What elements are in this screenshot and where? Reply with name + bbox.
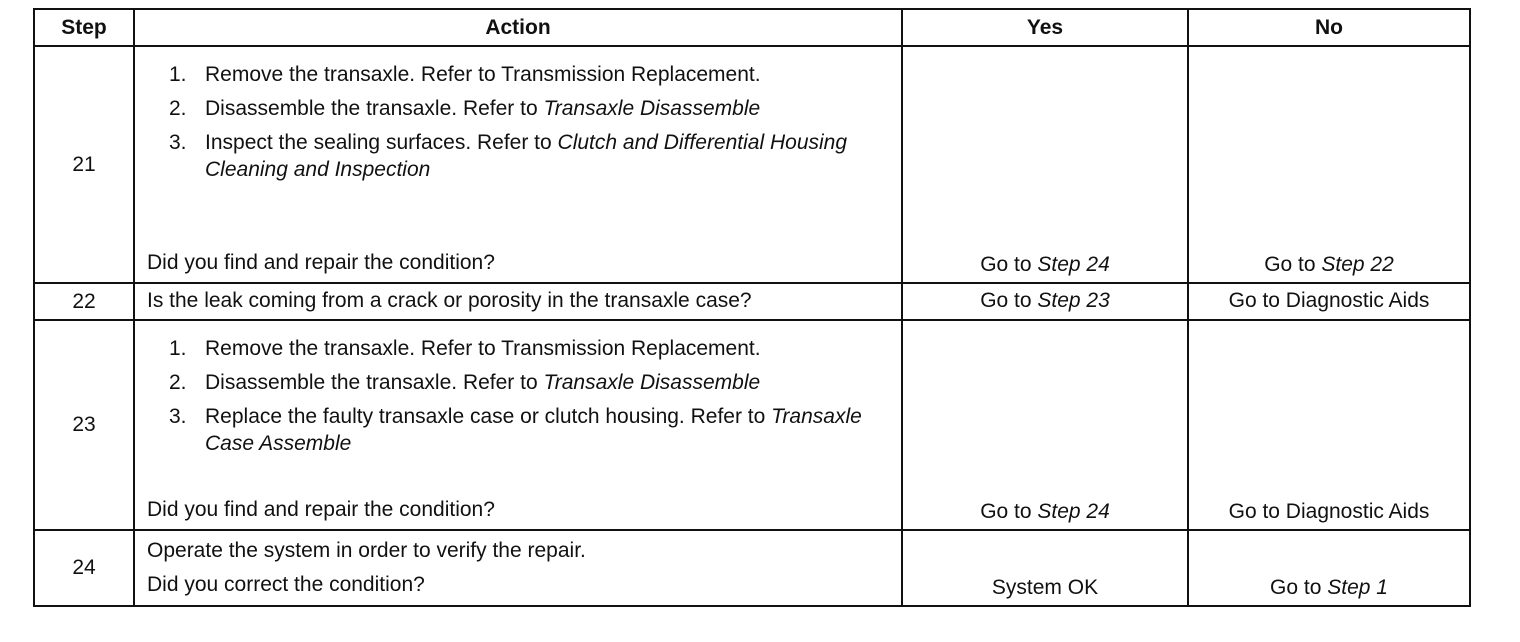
list-item (169, 129, 891, 183)
item-number: 3. (169, 405, 187, 428)
action-list (169, 335, 891, 464)
question-text: Is the leak coming from a crack or porosity in the transaxle case? (147, 289, 752, 312)
header-step: Step (34, 9, 134, 46)
question-text: Did you find and repair the condition? (147, 251, 495, 274)
step-number: 24 (34, 530, 134, 606)
header-row (34, 9, 1470, 46)
item-text: Remove the transaxle. Refer to Transmission Replacement. (205, 63, 761, 86)
action-cell (134, 46, 902, 283)
item-text: Replace the faulty transaxle case or clutch housing. Refer to (205, 405, 772, 428)
action-stack (147, 537, 586, 605)
question-text: Did you correct the condition? (147, 573, 425, 596)
item-text: Remove the transaxle. Refer to Transmission Replacement. (205, 337, 761, 360)
list-item (169, 403, 891, 457)
action-cell (134, 530, 902, 606)
item-text: Inspect the sealing surfaces. Refer to (205, 131, 558, 154)
item-reference: Clutch and Differential Housing Cleaning and Inspection (205, 131, 848, 181)
no-answer: Go to Step 22 (1264, 253, 1394, 276)
yes-cell (902, 46, 1188, 283)
table-row (34, 530, 1470, 606)
no-cell (1188, 46, 1470, 283)
item-text: Disassemble the transaxle. Refer to (205, 371, 544, 394)
item-reference: Transaxle Disassemble (543, 371, 761, 394)
table-row (34, 320, 1470, 530)
yes-answer: Go to Step 23 (980, 289, 1110, 312)
yes-cell (902, 283, 1188, 320)
item-reference: Transaxle Case Assemble (205, 405, 862, 455)
question-text: Did you find and repair the condition? (147, 498, 495, 521)
list-item (169, 369, 891, 396)
table-row (34, 283, 1470, 320)
yes-answer: System OK (991, 576, 1099, 599)
step-number: 22 (34, 283, 134, 320)
step-number: 23 (34, 320, 134, 530)
item-text: Disassemble the transaxle. Refer to (205, 97, 544, 120)
no-answer: Go to Diagnostic Aids (1228, 289, 1430, 312)
list-item (169, 61, 891, 88)
action-list (169, 61, 891, 190)
item-number: 2. (169, 371, 187, 394)
step-number: 21 (34, 46, 134, 283)
yes-cell (902, 530, 1188, 606)
instruction-text: Operate the system in order to verify the repair. (147, 539, 586, 562)
item-number: 1. (169, 63, 187, 86)
diagnostic-table (33, 8, 1471, 607)
table-row (34, 46, 1470, 283)
no-cell (1188, 283, 1470, 320)
no-answer: Go to Diagnostic Aids (1228, 500, 1430, 523)
list-item (169, 95, 891, 122)
yes-answer: Go to Step 24 (980, 253, 1110, 276)
header-yes: Yes (902, 9, 1188, 46)
yes-cell (902, 320, 1188, 530)
item-number: 1. (169, 337, 187, 360)
item-number: 3. (169, 131, 187, 154)
no-cell (1188, 530, 1470, 606)
no-answer: Go to Step 1 (1270, 576, 1388, 599)
no-cell (1188, 320, 1470, 530)
item-reference: Transaxle Disassemble (543, 97, 761, 120)
item-number: 2. (169, 97, 187, 120)
action-cell (134, 283, 902, 320)
yes-answer: Go to Step 24 (980, 500, 1110, 523)
action-cell (134, 320, 902, 530)
header-no: No (1188, 9, 1470, 46)
header-action: Action (134, 9, 902, 46)
list-item (169, 335, 891, 362)
